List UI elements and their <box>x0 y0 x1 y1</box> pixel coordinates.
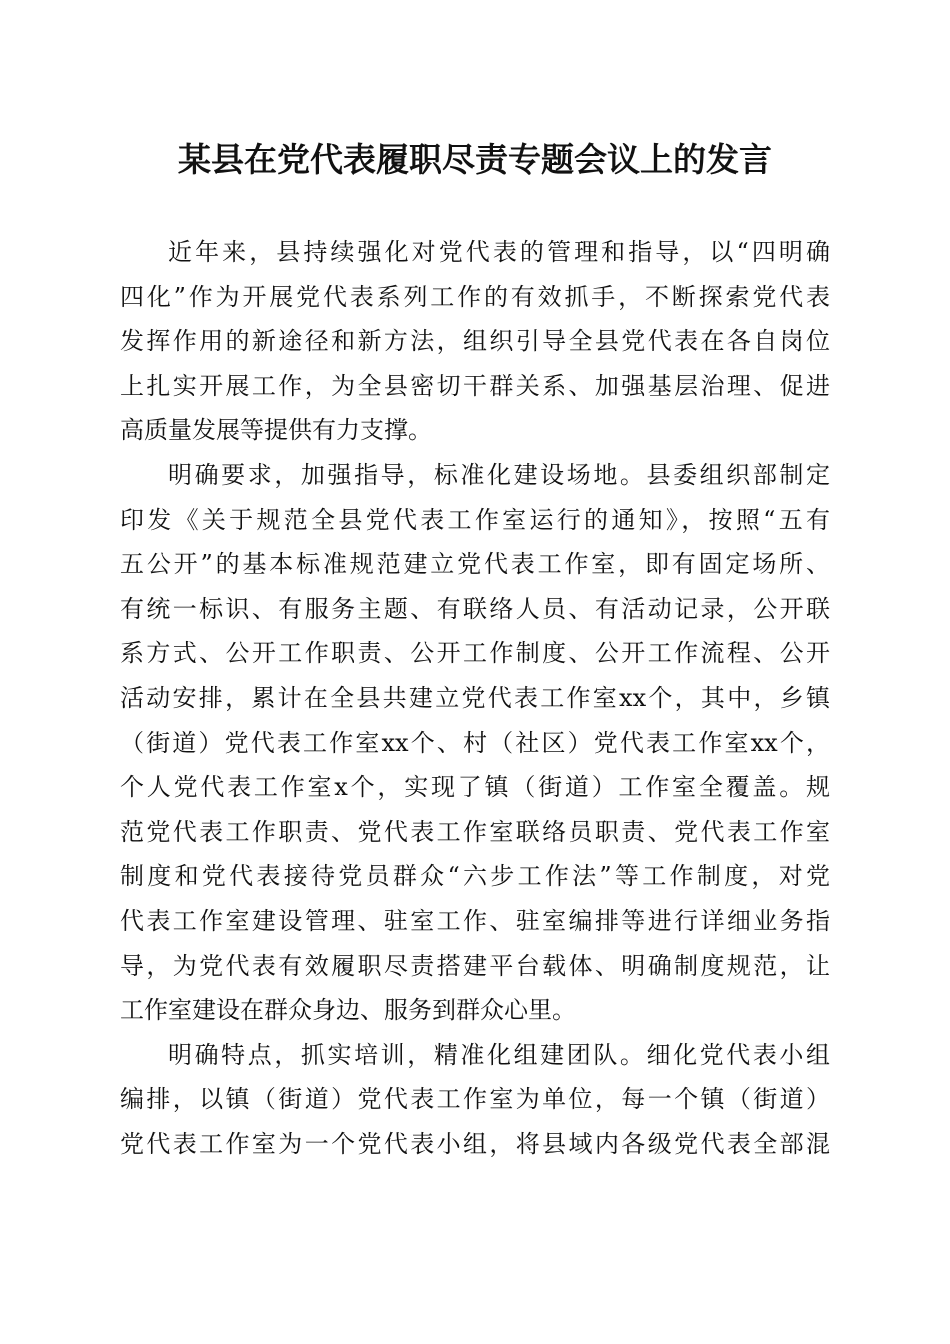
text-line: 明确特点，抓实培训，精准化组建团队。细化党代表小组 <box>168 1040 830 1069</box>
text-line: 范党代表工作职责、党代表工作室联络员职责、党代表工作室 <box>120 817 830 846</box>
text-line: 活动安排，累计在全县共建立党代表工作室xx个，其中，乡镇 <box>120 683 830 712</box>
text-line: （街道）党代表工作室xx个、村（社区）党代表工作室xx个， <box>120 728 830 757</box>
text-line: 近年来，县持续强化对党代表的管理和指导，以“四明确 <box>168 238 830 266</box>
text-line: 有统一标识、有服务主题、有联络人员、有活动记录，公开联 <box>120 594 830 623</box>
text-line: 导，为党代表有效履职尽责搭建平台载体、明确制度规范，让 <box>120 951 830 980</box>
text-line: 工作室建设在群众身边、服务到群众心里。 <box>120 996 576 1025</box>
text-line: 五公开”的基本标准规范建立党代表工作室，即有固定场所、 <box>120 550 830 579</box>
text-line: 明确要求，加强指导，标准化建设场地。县委组织部制定 <box>168 460 830 489</box>
text-line: 发挥作用的新途径和新方法，组织引导全县党代表在各自岗位 <box>120 327 830 356</box>
text-line: 四化”作为开展党代表系列工作的有效抓手，不断探索党代表 <box>120 282 830 311</box>
document-title: 某县在党代表履职尽责专题会议上的发言 <box>178 140 772 179</box>
text-line: 个人党代表工作室x个，实现了镇（街道）工作室全覆盖。规 <box>120 773 830 802</box>
text-line: 上扎实开展工作，为全县密切干群关系、加强基层治理、促进 <box>120 371 830 400</box>
text-line: 系方式、公开工作职责、公开工作制度、公开工作流程、公开 <box>120 639 830 668</box>
text-line: 高质量发展等提供有力支撑。 <box>120 416 432 445</box>
text-line: 制度和党代表接待党员群众“六步工作法”等工作制度，对党 <box>120 862 830 891</box>
text-line: 编排，以镇（街道）党代表工作室为单位，每一个镇（街道） <box>120 1085 830 1114</box>
document-body <box>120 230 830 1166</box>
text-line: 党代表工作室为一个党代表小组，将县域内各级党代表全部混 <box>120 1129 830 1158</box>
text-line: 代表工作室建设管理、驻室工作、驻室编排等进行详细业务指 <box>120 906 830 935</box>
text-line: 印发《关于规范全县党代表工作室运行的通知》，按照“五有 <box>120 505 830 534</box>
